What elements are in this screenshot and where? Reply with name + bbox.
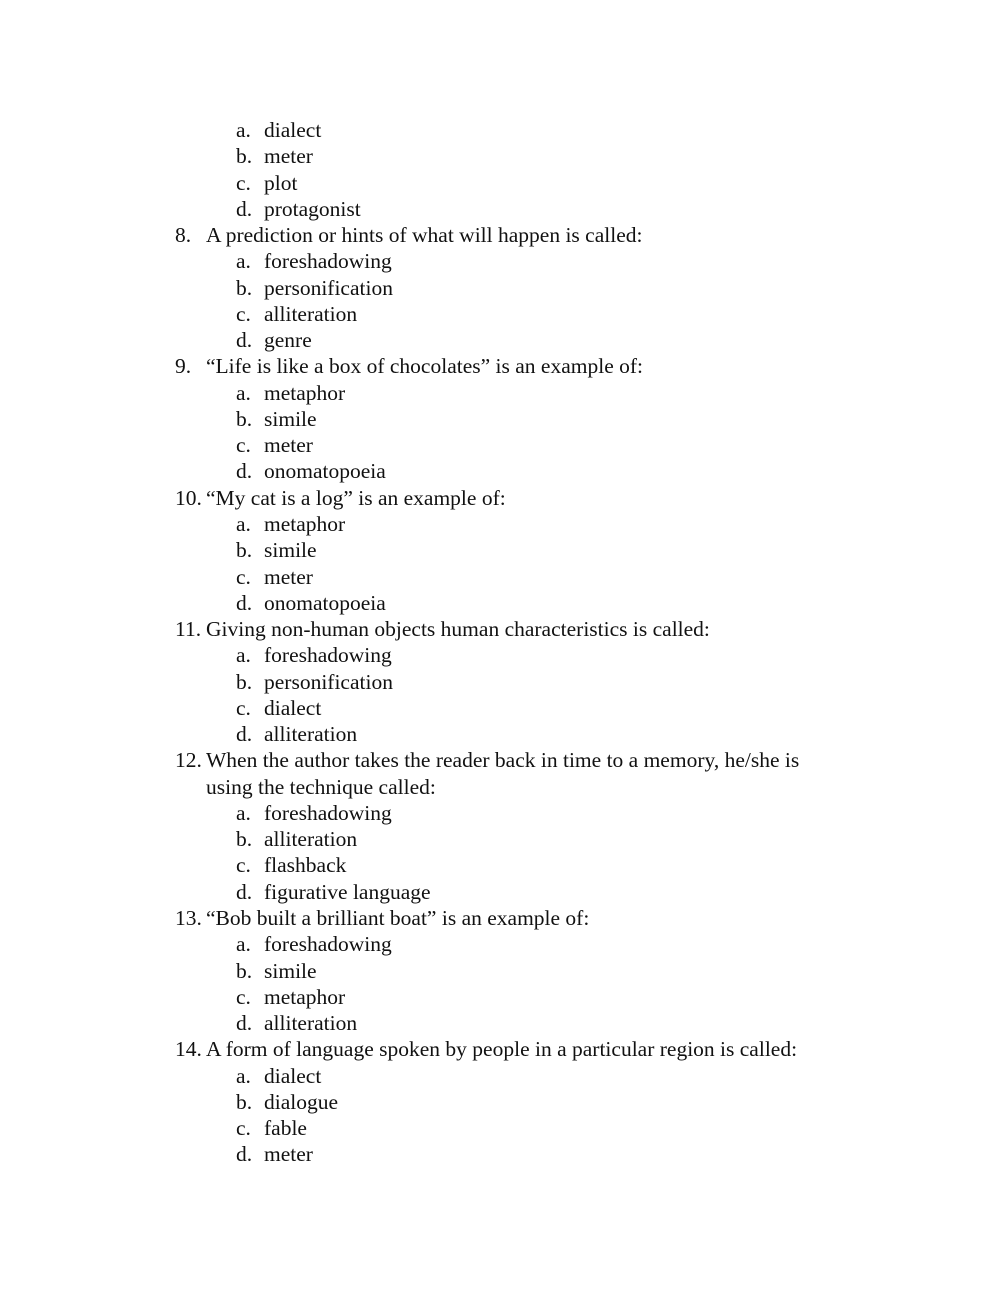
- option-text: simile: [264, 538, 317, 563]
- option-letter: c.: [236, 1116, 251, 1141]
- question-text: “Bob built a brilliant boat” is an example of:: [206, 905, 590, 930]
- answer-option[interactable]: [0, 248, 1000, 274]
- option-text: onomatopoeia: [264, 590, 386, 615]
- option-letter: a.: [236, 249, 251, 274]
- option-letter: a.: [236, 380, 251, 405]
- option-letter: d.: [236, 459, 253, 484]
- option-letter: a.: [236, 118, 251, 142]
- option-text: dialogue: [264, 1089, 339, 1114]
- option-letter: b.: [236, 827, 253, 852]
- answer-option[interactable]: [0, 432, 1000, 458]
- option-text: foreshadowing: [264, 643, 392, 668]
- question-stem-line: [0, 905, 1000, 931]
- question-number: 10.: [175, 485, 202, 510]
- option-text: meter: [264, 1142, 313, 1167]
- option-letter: a.: [236, 643, 251, 668]
- option-text: metaphor: [264, 511, 346, 536]
- option-letter: d.: [236, 722, 253, 747]
- option-letter: c.: [236, 695, 251, 720]
- question-block: [0, 485, 1000, 616]
- option-text: flashback: [264, 853, 347, 878]
- answer-option[interactable]: [0, 196, 1000, 222]
- question-block: [0, 747, 1000, 905]
- answer-option[interactable]: [0, 301, 1000, 327]
- question-stem-line: [0, 616, 1000, 642]
- answer-option[interactable]: [0, 931, 1000, 957]
- option-letter: c.: [236, 984, 251, 1009]
- option-letter: a.: [236, 800, 251, 825]
- option-letter: d.: [236, 328, 253, 353]
- question-text: using the technique called:: [206, 774, 436, 799]
- answer-option[interactable]: [0, 380, 1000, 406]
- option-text: alliteration: [264, 1011, 358, 1036]
- answer-option[interactable]: [0, 1115, 1000, 1141]
- option-letter: a.: [236, 511, 251, 536]
- question-number: 8.: [175, 223, 192, 248]
- option-text: protagonist: [264, 196, 361, 221]
- answer-option[interactable]: [0, 564, 1000, 590]
- question-text: Giving non-human objects human characteristics is called:: [206, 617, 710, 642]
- option-letter: b.: [236, 1089, 253, 1114]
- option-text: meter: [264, 144, 313, 169]
- option-letter: d.: [236, 879, 253, 904]
- option-text: onomatopoeia: [264, 459, 386, 484]
- answer-option[interactable]: [0, 1010, 1000, 1036]
- answer-option[interactable]: [0, 721, 1000, 747]
- question-number: 11.: [175, 617, 202, 642]
- answer-option[interactable]: [0, 1089, 1000, 1115]
- answer-option[interactable]: [0, 406, 1000, 432]
- option-letter: d.: [236, 590, 253, 615]
- answer-option[interactable]: [0, 143, 1000, 169]
- option-text: alliteration: [264, 827, 358, 852]
- answer-option[interactable]: [0, 642, 1000, 668]
- option-text: meter: [264, 433, 313, 458]
- answer-option[interactable]: [0, 1063, 1000, 1089]
- question-block: [0, 353, 1000, 484]
- question-number: 14.: [175, 1037, 202, 1062]
- continued-options: [0, 117, 1000, 222]
- option-text: foreshadowing: [264, 932, 392, 957]
- answer-option[interactable]: [0, 170, 1000, 196]
- answer-option[interactable]: [0, 327, 1000, 353]
- option-text: meter: [264, 564, 313, 589]
- option-text: dialect: [264, 695, 322, 720]
- answer-option[interactable]: [0, 537, 1000, 563]
- option-text: simile: [264, 406, 317, 431]
- question-stem-line: [0, 747, 1000, 773]
- answer-option[interactable]: [0, 800, 1000, 826]
- option-letter: b.: [236, 144, 253, 169]
- option-text: personification: [264, 669, 393, 694]
- answer-option[interactable]: [0, 958, 1000, 984]
- question-text: A form of language spoken by people in a particular region is called:: [206, 1037, 798, 1062]
- question-block: [0, 1036, 1000, 1167]
- option-text: dialect: [264, 118, 322, 142]
- option-letter: a.: [236, 1063, 251, 1088]
- option-letter: c.: [236, 433, 251, 458]
- question-stem-line: [0, 353, 1000, 379]
- question-stem-line: [0, 222, 1000, 248]
- option-letter: c.: [236, 301, 251, 326]
- option-letter: d.: [236, 1011, 253, 1036]
- option-letter: b.: [236, 538, 253, 563]
- answer-option[interactable]: [0, 117, 1000, 143]
- option-letter: b.: [236, 958, 253, 983]
- question-number: 9.: [175, 354, 192, 379]
- question-block: [0, 222, 1000, 353]
- worksheet-page: [0, 117, 1000, 1168]
- option-letter: b.: [236, 275, 253, 300]
- answer-option[interactable]: [0, 826, 1000, 852]
- option-letter: c.: [236, 564, 251, 589]
- option-text: alliteration: [264, 301, 358, 326]
- answer-option[interactable]: [0, 695, 1000, 721]
- question-stem-line: [0, 774, 1000, 800]
- option-text: fable: [264, 1116, 307, 1141]
- option-text: genre: [264, 328, 312, 353]
- question-text: “My cat is a log” is an example of:: [206, 485, 506, 510]
- option-text: alliteration: [264, 722, 358, 747]
- question-block: [0, 616, 1000, 747]
- option-letter: d.: [236, 196, 253, 221]
- option-letter: c.: [236, 170, 251, 195]
- question-number: 13.: [175, 905, 202, 930]
- option-text: plot: [264, 170, 298, 195]
- answer-option[interactable]: [0, 852, 1000, 878]
- answer-option[interactable]: [0, 275, 1000, 301]
- answer-option[interactable]: [0, 1141, 1000, 1167]
- answer-option[interactable]: [0, 590, 1000, 616]
- answer-option[interactable]: [0, 879, 1000, 905]
- answer-option[interactable]: [0, 984, 1000, 1010]
- answer-option[interactable]: [0, 669, 1000, 695]
- option-text: figurative language: [264, 879, 431, 904]
- option-letter: c.: [236, 853, 251, 878]
- question-stem-line: [0, 1036, 1000, 1062]
- option-text: foreshadowing: [264, 249, 392, 274]
- question-number: 12.: [175, 748, 202, 773]
- option-letter: d.: [236, 1142, 253, 1167]
- option-text: dialect: [264, 1063, 322, 1088]
- answer-option[interactable]: [0, 511, 1000, 537]
- option-text: personification: [264, 275, 393, 300]
- answer-option[interactable]: [0, 458, 1000, 484]
- question-stem-line: [0, 485, 1000, 511]
- option-letter: a.: [236, 932, 251, 957]
- question-text: When the author takes the reader back in time to a memory, he/she is: [206, 748, 800, 773]
- option-text: simile: [264, 958, 317, 983]
- option-letter: b.: [236, 406, 253, 431]
- option-text: metaphor: [264, 380, 346, 405]
- option-text: metaphor: [264, 984, 346, 1009]
- question-text: “Life is like a box of chocolates” is an example of:: [206, 354, 644, 379]
- question-block: [0, 905, 1000, 1036]
- option-text: foreshadowing: [264, 800, 392, 825]
- option-letter: b.: [236, 669, 253, 694]
- question-text: A prediction or hints of what will happen is called:: [206, 223, 643, 248]
